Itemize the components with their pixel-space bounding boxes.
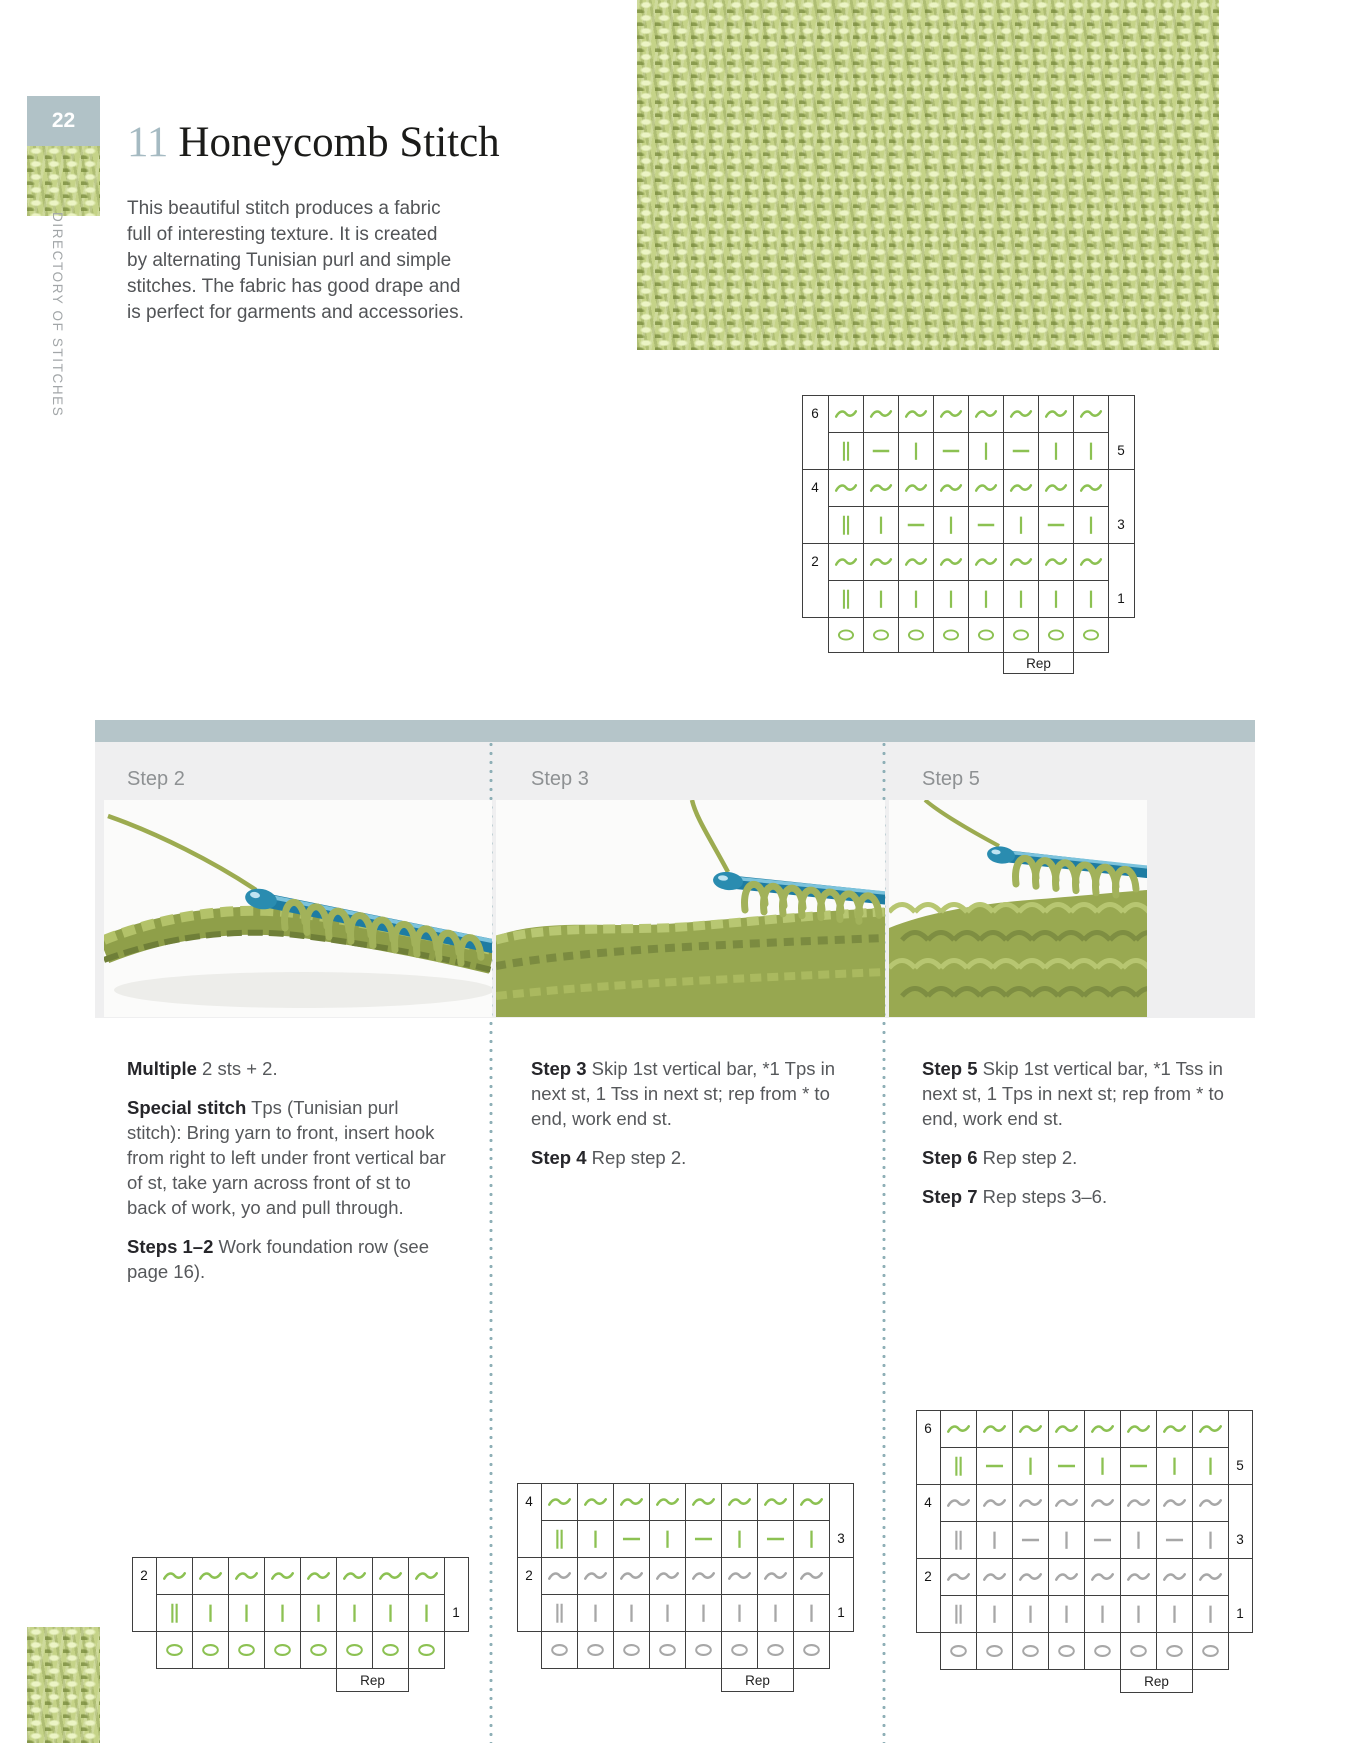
step3-photo xyxy=(496,800,885,1017)
chart-rep-label: Rep xyxy=(721,1668,794,1692)
sidebar-directory-label: DIRECTORY OF STITCHES xyxy=(50,212,65,418)
para-text: Rep step 2. xyxy=(977,1147,1078,1168)
chart-row-number: 2 xyxy=(140,1568,148,1583)
page-number: 22 xyxy=(51,109,76,132)
instruction-paragraph xyxy=(922,1056,1248,1131)
chart-row-number: 4 xyxy=(525,1494,533,1509)
chart-row-number: 3 xyxy=(1236,1532,1244,1547)
chart-row-number: 6 xyxy=(811,406,819,421)
page-number-tab xyxy=(27,96,100,146)
instruction-paragraph xyxy=(922,1145,1248,1170)
intro-line: This beautiful stitch produces a fabric xyxy=(127,198,441,219)
step5-header: Step 5 xyxy=(922,768,980,790)
para-text: Rep steps 3–6. xyxy=(977,1186,1108,1207)
para-text: Rep step 2. xyxy=(586,1147,687,1168)
chart-row-number: 4 xyxy=(924,1495,932,1510)
chart-row-number: 2 xyxy=(924,1569,932,1584)
chart-row-number: 1 xyxy=(1117,591,1125,606)
stitch-title: Honeycomb Stitch xyxy=(178,119,500,166)
para-label: Step 5 xyxy=(922,1058,978,1079)
instruction-paragraph xyxy=(127,1095,449,1220)
stitch-chart-steps-5-7 xyxy=(916,1410,1253,1694)
honeycomb-swatch-photo xyxy=(637,0,1219,350)
instruction-paragraph xyxy=(531,1145,847,1170)
chart-row-number: 5 xyxy=(1117,443,1125,458)
chart-row-number: 2 xyxy=(811,554,819,569)
para-label: Step 7 xyxy=(922,1186,978,1207)
stitch-chart-steps-1-2 xyxy=(132,1557,469,1693)
section-divider-bar xyxy=(95,720,1255,742)
intro-line: full of interesting texture. It is created xyxy=(127,224,438,245)
stitch-chart-main xyxy=(802,395,1135,675)
para-label: Multiple xyxy=(127,1058,197,1079)
stitch-swatch-thumbnail-top xyxy=(27,146,100,216)
instructions-column-2 xyxy=(531,1056,847,1184)
chart-row-number: 1 xyxy=(452,1605,460,1620)
instructions-column-1 xyxy=(127,1056,449,1298)
para-label: Steps 1–2 xyxy=(127,1236,214,1257)
chart-rep-label: Rep xyxy=(1003,652,1074,674)
para-text: 2 sts + 2. xyxy=(196,1058,278,1079)
stitch-number: 11 xyxy=(127,119,169,166)
chart-row-number: 3 xyxy=(1117,517,1125,532)
instruction-paragraph xyxy=(127,1234,449,1284)
instruction-paragraph xyxy=(127,1056,449,1081)
para-text: Skip 1st vertical bar, *1 Tss in next st, 1 Tps in next st; rep from * to end, work end st. xyxy=(922,1058,1224,1129)
step2-photo xyxy=(104,800,492,1017)
chart-rep-label: Rep xyxy=(336,1668,409,1692)
para-label: Step 4 xyxy=(531,1147,587,1168)
intro-line: is perfect for garments and accessories. xyxy=(127,302,464,323)
chart-row-number: 5 xyxy=(1236,1458,1244,1473)
instruction-paragraph xyxy=(531,1056,847,1131)
step3-header: Step 3 xyxy=(531,768,589,790)
chart-row-number: 6 xyxy=(924,1421,932,1436)
chart-row-number: 4 xyxy=(811,480,819,495)
intro-paragraph xyxy=(127,196,597,326)
instructions-column-3 xyxy=(922,1056,1248,1223)
para-text: Work foundation row (see page 16). xyxy=(127,1236,429,1282)
stitch-swatch-thumbnail-bottom xyxy=(27,1627,100,1743)
chart-rep-label: Rep xyxy=(1120,1669,1193,1693)
stitch-chart-steps-3-4 xyxy=(517,1483,854,1693)
para-label: Step 3 xyxy=(531,1058,587,1079)
para-label: Step 6 xyxy=(922,1147,978,1168)
chart-row-number: 2 xyxy=(525,1568,533,1583)
step5-photo xyxy=(889,800,1147,1017)
chart-row-number: 1 xyxy=(1236,1606,1244,1621)
instruction-paragraph xyxy=(922,1184,1248,1209)
chart-row-number: 3 xyxy=(837,1531,845,1546)
chart-row-number: 1 xyxy=(837,1605,845,1620)
page-title xyxy=(127,118,500,167)
intro-line: by alternating Tunisian purl and simple xyxy=(127,250,452,271)
intro-line: stitches. The fabric has good drape and xyxy=(127,276,461,297)
para-text: Skip 1st vertical bar, *1 Tps in next st, 1 Tss in next st; rep from * to end, work end st. xyxy=(531,1058,836,1129)
step2-header: Step 2 xyxy=(127,768,185,790)
para-text: Tps (Tunisian purl stitch): Bring yarn to front, insert hook from right to left under front vertical bar of st, take yarn across front of st to back of work, yo and pull through. xyxy=(127,1097,446,1218)
para-label: Special stitch xyxy=(127,1097,247,1118)
